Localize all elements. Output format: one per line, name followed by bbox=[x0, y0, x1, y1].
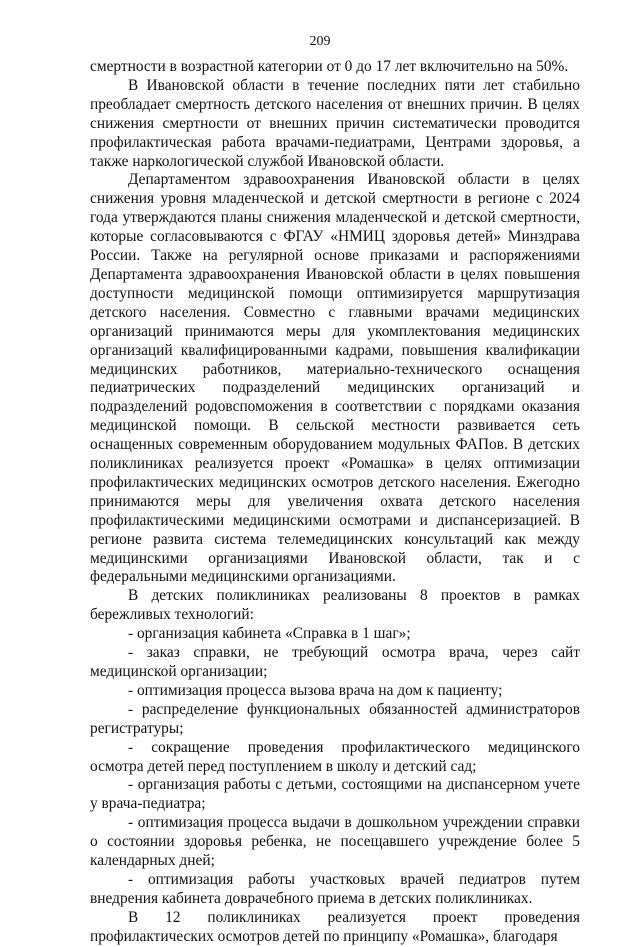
closing-paragraph: В 12 поликлиниках реализуется проект проведения профилактических осмотров детей по принципу «Ромашка», благодаря bbox=[90, 908, 580, 945]
list-item: - оптимизация процесса вызова врача на дом к пациенту; bbox=[128, 681, 503, 699]
list-item: - распределение функциональных обязанностей администраторов регистратуры; bbox=[90, 700, 580, 737]
paragraph: В детских поликлиниках реализованы 8 проектов в рамках бережливых технологий: bbox=[90, 587, 580, 624]
document-body bbox=[90, 58, 580, 947]
list-item: - организация кабинета «Справка в 1 шаг»; bbox=[128, 625, 411, 643]
paragraph: В Ивановской области в течение последних пяти лет стабильно преобладает смертность детского населения от внешних причин. В целях снижения смертности от внешних причин систематически проводится профилактическая работа врачами-педиатрами, Центрами здоровья, а также наркологической службой Ивановской области. bbox=[90, 76, 580, 170]
paragraph: Департаментом здравоохранения Ивановской области в целях снижения уровня младенческой и детской смертности в регионе с 2024 года утверждаются планы снижения младенческой и детской смертности, которые согласовываются с ФГАУ «НМИЦ здоровья детей» Минздрава России. Также на регулярной основе приказами и распоряжениями Департамента здравоохранения Ивановской области в целях повышения доступности медицинской помощи оптимизируется маршрутизация детского населения. Совместно с главными врачами медицинских организаций принимаются меры для укомплектования медицинских организаций квалифицированными кадрами, повышения квалификации медицинских работников, материально-технического оснащения педиатрических подразделений медицинских организаций и подразделений родовспоможения в соответствии с порядками оказания медицинской помощи. В сельской местности развивается сеть оснащенных современным оборудованием модульных ФАПов. В детских поликлиниках реализуется проект «Ромашка» в целях оптимизации профилактических медицинских осмотров детского населения. Ежегодно принимаются меры для увеличения охвата детского населения профилактическими медицинскими осмотрами и диспансеризацией. В регионе развита система телемедицинских консультаций как между медицинскими организациями Ивановской области, так и с федеральными медицинскими организациями. bbox=[90, 171, 580, 586]
list-item: - сокращение проведения профилактического медицинского осмотра детей перед поступлением в школу и детский сад; bbox=[90, 738, 580, 775]
list-item: - оптимизация процесса выдачи в дошкольном учреждении справки о состоянии здоровья ребенка, не посещавшего учреждение более 5 календарных дней; bbox=[90, 814, 580, 870]
list-item: - оптимизация работы участковых врачей педиатров путем внедрения кабинета доврачебного приема в детских поликлиниках. bbox=[90, 870, 580, 907]
list-item: - организация работы с детьми, состоящими на диспансерном учете у врача-педиатра; bbox=[90, 776, 580, 813]
list-item: - заказ справки, не требующий осмотра врача, через сайт медицинской организации; bbox=[90, 644, 580, 680]
page-number: 209 bbox=[309, 34, 331, 49]
paragraph: смертности в возрастной категории от 0 до 17 лет включительно на 50%. bbox=[90, 58, 569, 75]
